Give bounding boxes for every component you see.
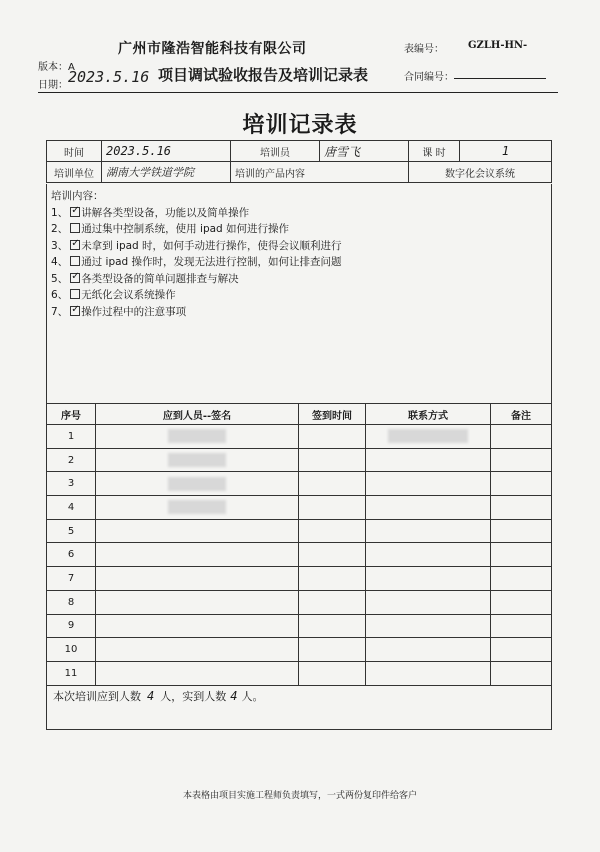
- signature-cell: [96, 448, 299, 472]
- remarks-cell: [491, 519, 552, 543]
- form-number-value: GZLH-HN-: [468, 40, 528, 51]
- row-number: 2: [47, 448, 96, 472]
- remarks-cell: [491, 638, 552, 662]
- remarks-cell: [491, 496, 552, 520]
- signature-cell: [96, 638, 299, 662]
- content-item-number: 2、: [51, 223, 69, 235]
- row-number: 11: [47, 661, 96, 685]
- row-number: 1: [47, 425, 96, 449]
- product-label: 培训的产品内容: [231, 162, 409, 183]
- redacted-signature: [168, 500, 226, 514]
- signin-time-cell: [299, 661, 366, 685]
- attendance-table: [46, 403, 552, 686]
- table-row: [47, 638, 552, 662]
- signature-cell: [96, 519, 299, 543]
- unchecked-checkbox-icon: [70, 223, 80, 233]
- content-item-number: 3、: [51, 239, 69, 252]
- table-row: [47, 448, 552, 472]
- col-remarks: 备注: [491, 404, 552, 425]
- remarks-cell: [491, 661, 552, 685]
- content-item-text: 讲解各类型设备，功能以及简单操作: [81, 206, 250, 219]
- table-row: [47, 543, 552, 567]
- signin-time-cell: [299, 543, 366, 567]
- summary-prefix: 本次培训应到人数: [53, 690, 141, 703]
- content-item-number: 7、: [51, 305, 69, 318]
- redacted-signature: [168, 453, 226, 467]
- signature-cell: [96, 472, 299, 496]
- row-number: 9: [47, 614, 96, 638]
- report-title: 项目调试验收报告及培训记录表: [158, 66, 369, 84]
- checked-checkbox-icon: [70, 207, 80, 217]
- signin-time-cell: [299, 614, 366, 638]
- table-row: [47, 614, 552, 638]
- product-value: 数字化会议系统: [409, 162, 552, 183]
- signature-cell: [96, 661, 299, 685]
- table-row: [47, 567, 552, 591]
- signature-cell: [96, 496, 299, 520]
- header-divider: [38, 92, 558, 93]
- attendance-body: [47, 425, 552, 686]
- hours-label: 课 时: [409, 141, 460, 162]
- unit-label: 培训单位: [47, 162, 102, 183]
- content-item-number: 1、: [51, 206, 69, 219]
- hours-value: 1: [460, 141, 552, 162]
- actual-count: 4: [230, 689, 238, 703]
- signature-cell: [96, 567, 299, 591]
- training-content: [46, 184, 552, 404]
- summary-middle: 人，实到人数: [160, 690, 227, 703]
- contact-cell: [366, 472, 491, 496]
- content-item-number: 4、: [51, 256, 69, 268]
- checked-checkbox-icon: [70, 306, 80, 316]
- content-item: [51, 271, 551, 288]
- info-row-2: [47, 162, 552, 183]
- row-number: 10: [47, 638, 96, 662]
- info-table: [46, 140, 552, 183]
- signin-time-cell: [299, 638, 366, 662]
- remarks-cell: [491, 472, 552, 496]
- summary-suffix: 人。: [241, 690, 264, 703]
- contract-number-label: 合同编号：: [404, 72, 454, 83]
- signin-time-cell: [299, 496, 366, 520]
- checked-checkbox-icon: [70, 273, 80, 283]
- contact-cell: [366, 638, 491, 662]
- form-number-label: 表编号：: [404, 44, 444, 55]
- content-item: [51, 287, 551, 304]
- table-row: [47, 519, 552, 543]
- remarks-cell: [491, 448, 552, 472]
- content-item-number: 6、: [51, 289, 69, 301]
- trainer-label: 培训员: [231, 141, 320, 162]
- contact-cell: [366, 425, 491, 449]
- remarks-cell: [491, 567, 552, 591]
- table-row: [47, 661, 552, 685]
- table-row: [47, 425, 552, 449]
- row-number: 4: [47, 496, 96, 520]
- remarks-cell: [491, 614, 552, 638]
- company-name: 广州市隆浩智能科技有限公司: [118, 41, 307, 57]
- col-contact: 联系方式: [366, 404, 491, 425]
- content-item-text: 未拿到 ipad 时，如何手动进行操作，使得会议顺利进行: [81, 239, 342, 252]
- col-number: 序号: [47, 404, 96, 425]
- remarks-cell: [491, 590, 552, 614]
- attendance-summary: [46, 686, 552, 730]
- info-row-1: [47, 141, 552, 162]
- row-number: 6: [47, 543, 96, 567]
- contact-cell: [366, 590, 491, 614]
- signature-cell: [96, 614, 299, 638]
- time-value: 2023.5.16: [102, 141, 231, 162]
- content-list: [51, 205, 551, 321]
- content-item-text: 各类型设备的简单问题排查与解决: [81, 272, 239, 285]
- unit-value: 湖南大学铁道学院: [102, 162, 231, 183]
- content-item: [51, 254, 551, 271]
- expected-count: 4: [147, 689, 155, 703]
- redacted-signature: [168, 477, 226, 491]
- trainer-signature: 唐雪飞: [320, 141, 409, 162]
- signature-cell: [96, 425, 299, 449]
- row-number: 8: [47, 590, 96, 614]
- content-item: [51, 205, 551, 222]
- footer-note: 本表格由项目实施工程师负责填写，一式两份复印件给客户: [182, 791, 417, 801]
- time-label: 时间: [47, 141, 102, 162]
- version-label: 版本：A: [38, 62, 75, 73]
- content-item-text: 操作过程中的注意事项: [81, 305, 187, 318]
- content-item: [51, 221, 551, 238]
- signature-cell: [96, 543, 299, 567]
- content-item-text: 通过集中控制系统，使用 ipad 如何进行操作: [81, 223, 290, 235]
- page-title: 培训记录表: [242, 112, 358, 138]
- contact-cell: [366, 448, 491, 472]
- signin-time-cell: [299, 448, 366, 472]
- col-signin-time: 签到时间: [299, 404, 366, 425]
- content-item-text: 无纸化会议系统操作: [81, 289, 176, 301]
- signin-time-cell: [299, 425, 366, 449]
- row-number: 3: [47, 472, 96, 496]
- content-item: [51, 238, 551, 255]
- signin-time-cell: [299, 519, 366, 543]
- checked-checkbox-icon: [70, 240, 80, 250]
- content-item-text: 通过 ipad 操作时，发现无法进行控制，如何让排查问题: [81, 256, 342, 268]
- table-row: [47, 590, 552, 614]
- content-item: [51, 304, 551, 321]
- remarks-cell: [491, 425, 552, 449]
- signature-cell: [96, 590, 299, 614]
- remarks-cell: [491, 543, 552, 567]
- signin-time-cell: [299, 472, 366, 496]
- signin-time-cell: [299, 590, 366, 614]
- date-label: 日期：: [38, 80, 68, 91]
- contact-cell: [366, 614, 491, 638]
- contact-cell: [366, 543, 491, 567]
- row-number: 5: [47, 519, 96, 543]
- redacted-contact: [388, 429, 468, 443]
- row-number: 7: [47, 567, 96, 591]
- unchecked-checkbox-icon: [70, 256, 80, 266]
- contact-cell: [366, 567, 491, 591]
- col-signature: 应到人员--签名: [96, 404, 299, 425]
- contact-cell: [366, 496, 491, 520]
- contact-cell: [366, 661, 491, 685]
- contact-cell: [366, 519, 491, 543]
- attendance-header-row: [47, 404, 552, 425]
- redacted-signature: [168, 429, 226, 443]
- signin-time-cell: [299, 567, 366, 591]
- contract-number-line: [454, 78, 546, 79]
- table-row: [47, 472, 552, 496]
- unchecked-checkbox-icon: [70, 289, 80, 299]
- content-item-number: 5、: [51, 272, 69, 285]
- content-heading: 培训内容：: [51, 190, 104, 202]
- table-row: [47, 496, 552, 520]
- handwritten-date: 2023.5.16: [68, 68, 150, 86]
